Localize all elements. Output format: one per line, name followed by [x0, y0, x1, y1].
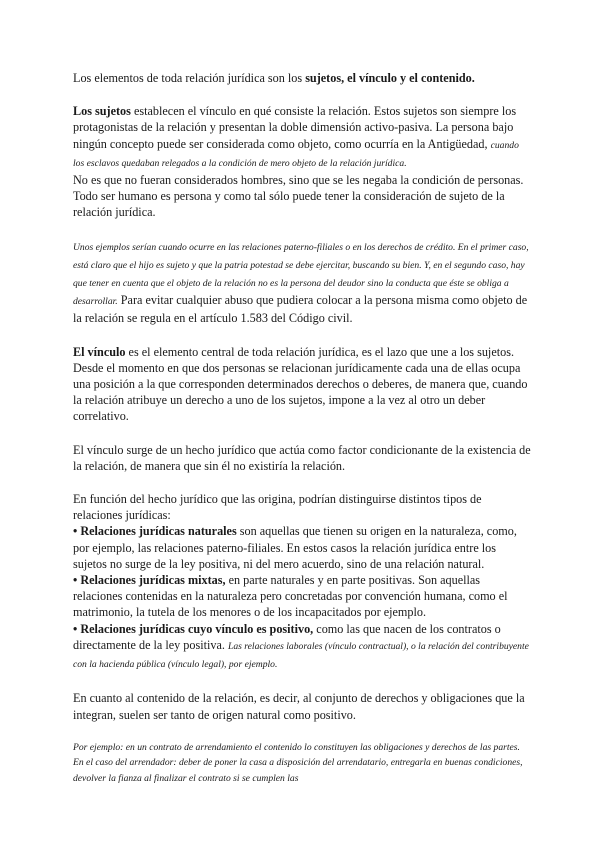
ejemplo2-paragraph: Por ejemplo: en un contrato de arrendamiento el contenido lo constituyen las obligaciones y derechos de las partes. En el caso del arrendador: deber de poner la casa a disposición del arrendatario, entregarla en buenas condiciones, devolver la fianza al finalizar el contrato si se cumplen las [73, 741, 523, 784]
ejemplo1-italic: Unos ejemplos serían cuando ocurre en las relaciones paterno-filiales o en los derechos de crédito. En el primer caso, está claro que el hijo es sujeto y que la patria potestad se debe ejercitar, buscando su bien. Y, en el segundo caso, hay que tener en cuenta que el objeto de la relación no es la persona del deudor sino la conducta que éste se obliga a desarrollar. [73, 241, 529, 308]
contenido-paragraph: En cuanto al contenido de la relación, es decir, al conjunto de derechos y obligaciones que la integran, suelen ser tanto de origen natural como positivo. [73, 691, 525, 722]
hecho-paragraph: El vínculo surge de un hecho jurídico que actúa como factor condicionante de la existencia de la relación, de manera que sin él no existiría la relación. [73, 442, 531, 473]
intro-paragraph: Los elementos de toda relación jurídica son los sujetos, el vínculo y el contenido. [73, 71, 475, 85]
vinculo-heading: El vínculo [73, 344, 126, 359]
vinculo-paragraph: El vínculo es el elemento central de toda relación jurídica, es el lazo que une a los sujetos. Desde el momento en que dos personas se relacionan jurídicamente cada una de ellas ocupa una posición a la que corresponden determinados derechos o deberes, de manera que, cuando la relación atribuye un derecho a uno de los sujetos, impone a la vez al otro un deber correlativo. [73, 344, 528, 424]
sujetos-italic: cuando los esclavos quedaban relegados a la condición de mero objeto de la relación jurídica. [73, 139, 519, 169]
ejemplo1-paragraph: Unos ejemplos serían cuando ocurre en las relaciones paterno-filiales o en los derechos de crédito. En el primer caso, está claro que el hijo es sujeto y que la patria potestad se debe ejercitar, buscando su bien. Y, en el segundo caso, hay que tener en cuenta que el objeto de la relación no es la persona del deudor sino la conducta que éste se obliga a desarrollar. Para evitar cualquier abuso que pudiera colocar a la persona misma como objeto de la relación se regula en el artículo 1.583 del Código civil. [73, 241, 529, 326]
tipos-item2-title: • Relaciones jurídicas mixtas, [73, 573, 226, 588]
document-body [73, 70, 531, 786]
tipos-paragraph: En función del hecho jurídico que las origina, podrían distinguirse distintos tipos de relaciones jurídicas: • Relaciones jurídicas naturales son aquellas que tienen su origen en la naturaleza, como, por ejemplo, las relaciones paterno-filiales. En estos casos la relación jurídica entre los sujetos no surge de la ley positiva, ni del mero acuerdo, sino de una relación natural. • Relaciones jurídicas mixtas, en parte naturales y en parte positivas. Son aquellas relaciones contenidas en la naturaleza pero concretadas por convención humana, como el matrimonio, la tutela de los menores o de los incapacitados por ejemplo. • Relaciones jurídicas cuyo vínculo es positivo, como las que nacen de los contratos o directamente de la ley positiva. Las relaciones laborales (vínculo contractual), o la relación del contribuyente con la hacienda pública (vínculo legal), por ejemplo. [73, 492, 529, 671]
intro-bold: sujetos, el vínculo y el contenido. [305, 71, 475, 85]
tipos-item1-title: • Relaciones jurídicas naturales [73, 524, 237, 539]
sujetos-paragraph: Los sujetos establecen el vínculo en qué consiste la relación. Estos sujetos son siempre los protagonistas de la relación y presentan la doble dimensión activo-pasiva. La persona bajo ningún concepto puede ser considerada como objeto, como ocurría en la Antigüedad, cuando los esclavos quedaban relegados a la condición de mero objeto de la relación jurídica. No es que no fueran considerados hombres, sino que se les negaba la condición de personas. Todo ser humano es persona y como tal sólo puede tener la consideración de sujeto de la relación jurídica. [73, 104, 524, 220]
tipos-item3-italic: Las relaciones laborales (vínculo contractual), o la relación del contribuyente con la hacienda pública (vínculo legal), por ejemplo. [73, 640, 529, 671]
tipos-item3-title: • Relaciones jurídicas cuyo vínculo es positivo, [73, 621, 314, 636]
sujetos-heading: Los sujetos [73, 104, 131, 119]
